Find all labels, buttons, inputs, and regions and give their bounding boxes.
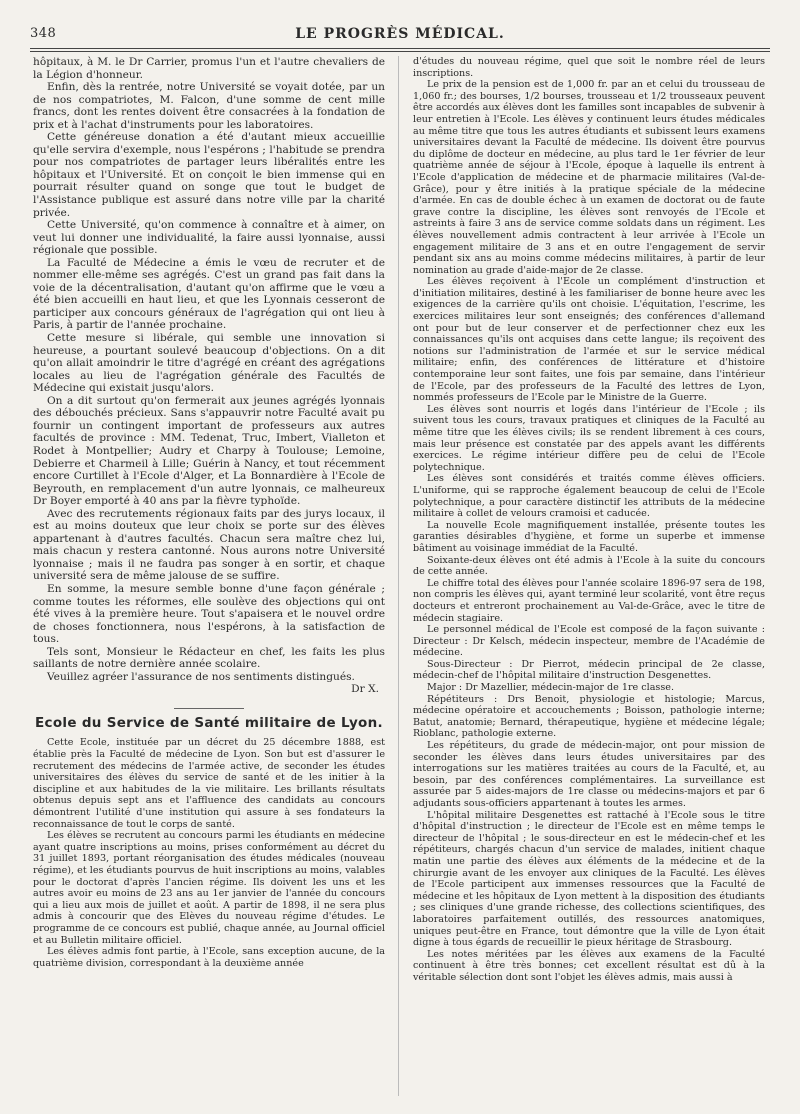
section-separator [174,708,244,709]
paragraph: Les élèves sont considérés et traités comme élèves officiers. L'uniforme, qui se rapproche également beaucoup de celui de l'Ecole polytechnique, a pour caractère distinctif les attributs de la médecine militaire à collet de velours cramoisi et caducée. [413,473,765,520]
running-title: LE PROGRÈS MÉDICAL. [295,26,505,42]
paragraph: Veuillez agréer l'assurance de nos sentiments distingués. [47,670,355,683]
paragraph: Cette généreuse donation a été d'autant mieux accueillie qu'elle servira d'exemple, nous l'espérons ; l'habitude se prendra pour nos compatriotes de partager leurs libéralités entre les hôpitaux et l'Université. Et on conçoit le bien immense qui en pourrait résulter quand on songe que tout le budget de l'Assistance publique est assuré dans notre ville par la charité privée. [33,131,385,219]
paragraph: Le personnel médical de l'Ecole est composé de la façon suivante : Directeur : Dr Kelsch, médecin inspecteur, membre de l'Académie de médecine. [413,624,765,659]
column-divider [398,56,399,1096]
paragraph: Cette mesure si libérale, qui semble une innovation si heureuse, a pourtant soulevé beaucoup d'objections. On a dit qu'on allait amoindrir le titre d'agrégé en créant des agrégations locales au lieu de l'agrégation générale des Facultés de Médecine qui existait jusqu'alors. [33,332,385,395]
paragraph: La nouvelle Ecole magnifiquement installée, présente toutes les garanties désirables d'hygiène, et forme un superbe et immense bâtiment au voisinage immédiat de la Faculté. [413,519,765,554]
paragraph: Répétiteurs : Drs Benoit, physiologie et histologie; Marcus, médecine opératoire et accouchements ; Boisson, pathologie interne; Batut, anatomie; Bernard, thérapeutique, hygiène et médecine légale; Rioblanc, pathologie externe. [413,693,765,740]
paragraph: Le prix de la pension est de 1,000 fr. par an et celui du trousseau de 1,060 fr.; des bourses, 1/2 bourses, trousseau et 1/2 trousseaux peuvent être accordés aux élèves dont les familles sont incapables de subvenir à leur entretien à l'Ecole. Les élèves y continuent leurs études médicales au même titre que tous les autres étudiants et subissent leurs examens universitaires devant la Faculté de médecine. Ils doivent être pourvus du diplôme de docteur en médecine, au plus tard le 1er février de leur quatrième année de séjour à l'Ecole, époque à laquelle ils entrent à l'Ecole d'application de médecine et de pharmacie militaires (Val-de-Grâce), pour y être initiés à la pratique spéciale de la médecine d'armée. En cas de double échec à un examen de doctorat ou de faute grave contre la discipline, les élèves sont renvoyés de l'Ecole et astreints à faire 3 ans de service comme soldats dans un régiment. Les élèves nouvellement admis contractent à leur arrivée à l'Ecole un engagement militaire de 3 ans et en outre l'engagement de servir pendant six ans au moins comme médecins militaires, à partir de leur nomination au grade d'aide-major de 2e classe. [413,79,765,276]
paragraph: Les élèves admis font partie, à l'Ecole, sans exception aucune, de la quatrième division, correspondant à la deuxième année [33,946,385,969]
signature: Dr X. [351,683,379,696]
paragraph: hôpitaux, à M. le Dr Carrier, promus l'un et l'autre chevaliers de la Légion d'honneur. [33,56,385,81]
paragraph: Le chiffre total des élèves pour l'année scolaire 1896-97 sera de 198, non compris les élèves qui, ayant terminé leur scolarité, vont être reçus docteurs et entreront prochainement au Val-de-Grâce, avec le titre de médecin stagiaire. [413,577,765,624]
right-column [413,56,765,984]
paragraph: Cette Université, qu'on commence à connaître et à aimer, on veut lui donner une individualité, la faire aussi lyonnaise, aussi régionale que possible. [33,219,385,257]
paragraph: Les élèves sont nourris et logés dans l'intérieur de l'Ecole ; ils suivent tous les cours, travaux pratiques et cliniques de la Faculté au même titre que les élèves civils; ils se rendent librement à ces cours, mais leur présence est constatée par des appels avant les différents exercices. Le régime intérieur diffère peu de celui de l'Ecole polytechnique. [413,403,765,473]
paragraph: Soixante-deux élèves ont été admis à l'Ecole à la suite du concours de cette année. [413,554,765,578]
page-header [30,26,770,46]
paragraph: L'hôpital militaire Desgenettes est rattaché à l'Ecole sous le titre d'hôpital d'instruction ; le directeur de l'Ecole est en même temps le directeur de l'hôpital ; le sous-directeur en est le médecin-chef et les répétiteurs, chargés chacun d'un service de malades, initient chaque matin une partie des élèves aux éléments de la médecine et de la chirurgie avant de les envoyer aux cliniques de la Faculté. Les élèves de l'Ecole participent aux immenses ressources que la Faculté de médecine et les hôpitaux de Lyon mettent à la disposition des étudiants ; ses cliniques d'une grande richesse, des collections scientifiques, des laboratoires parfaitement outillés, des ressources anatomiques, uniques peut-être en France, tout démontre que la ville de Lyon était digne à tous égards de recueillir le pieux héritage de Strasbourg. [413,809,765,949]
paragraph: Enfin, dès la rentrée, notre Université se voyait dotée, par un de nos compatriotes, M. Falcon, d'une somme de cent mille francs, dont les rentes doivent être consacrées à la fondation de prix et à l'achat d'instruments pour les laboratoires. [33,81,385,131]
paragraph: Les élèves se recrutent au concours parmi les étudiants en médecine ayant quatre inscriptions au moins, prises conformément au décret du 31 juillet 1893, portant réorganisation des études médicales (nouveau régime), et les étudiants pourvus de huit inscriptions au moins, valables pour le doctorat d'après l'ancien régime. Ils doivent les uns et les autres avoir eu moins de 23 ans au 1er janvier de l'année du concours qui a lieu aux mois de juillet et août. A partir de 1898, il ne sera plus admis à concourir que des Elèves du nouveau régime d'études. Le programme de ce concours est publié, chaque année, au Journal officiel et au Bulletin militaire officiel. [33,830,385,946]
page-number: 348 [30,26,57,41]
paragraph: Les notes méritées par les élèves aux examens de la Faculté continuent à être très bonnes; cet excellent résultat est dû à la véritable sélection dont sont l'objet les élèves admis, mais aussi à [413,948,765,983]
paragraph: La Faculté de Médecine a émis le vœu de recruter et de nommer elle-même ses agrégés. C'est un grand pas fait dans la voie de la décentralisation, d'autant qu'on affirme que le vœu a été bien accueilli en haut lieu, et que les Lyonnais cesseront de participer aux concours généraux de l'agrégation qui ont lieu à Paris, à partir de l'année prochaine. [33,256,385,332]
paragraph: Tels sont, Monsieur le Rédacteur en chef, les faits les plus saillants de notre dernière année scolaire. [33,645,385,671]
header-rule [30,48,770,52]
paragraph: Avec des recrutements régionaux faits par des jurys locaux, il est au moins douteux que leur choix se porte sur des élèves appartenant à d'autres facultés. Chacun sera maître chez lui, mais chacun y restera cantonné. Nous aurons notre Université lyonnaise ; mais il ne faudra pas songer à en sortir, et chaque université sera de même jalouse de se suffire. [33,507,385,583]
paragraph: Les répétiteurs, du grade de médecin-major, ont pour mission de seconder les élèves dans leurs études universitaires par des interrogations sur les matières traitées au cours de la Faculté, et, au besoin, par des conférences complémentaires. La surveillance est assurée par 5 aides-majors de 1re classe ou médecins-majors et par 6 adjudants sous-officiers appartenant à toutes les armes. [413,740,765,809]
paragraph: On a dit surtout qu'on fermerait aux jeunes agrégés lyonnais des débouchés précieux. Sans s'appauvrir notre Faculté avait pu fournir un contingent important de professeurs aux autres facultés de province : MM. Tedenat, Truc, Imbert, Vialleton et Rodet à Montpellier; Audry et Charpy à Toulouse; Lemoine, Debierre et Charmeil à Lille; Guérin à Nancy, et tout récemment encore Curtillet à l'Ecole d'Alger, et La Bonnardière à l'Ecole de Beyrouth, en remplacement d'un autre lyonnais, ce malheureux Dr Boyer emporté à 40 ans par la fièvre typhoïde. [33,394,385,508]
paragraph: d'études du nouveau régime, quel que soit le nombre réel de leurs inscriptions. [413,56,765,79]
paragraph: Major : Dr Mazellier, médecin-major de 1re classe. [427,682,675,694]
paragraph: Les élèves reçoivent à l'Ecole un complément d'instruction et d'initiation militaires, destiné à les familiariser de bonne heure avec les exigences de la carrière qu'ils ont choisie. L'équitation, l'escrime, les exercices militaires leur sont enseignés; des conférences d'allemand ont pour but de leur conserver et de perfectionner chez eux les connaissances qu'ils ont acquises dans cette langue; ils reçoivent des notions sur l'administration de l'armée et sur le service médical militaire; enfin, des conférences de littérature et d'histoire contemporaine leur sont faites, une fois par semaine, dans l'intérieur de l'Ecole, par des professeurs de la Faculté des lettres de Lyon, nommés professeurs de l'Ecole par le Ministre de la Guerre. [413,276,765,404]
paragraph: En somme, la mesure semble bonne d'une façon générale ; comme toutes les réformes, elle soulève des objections qui ont été vives à la première heure. Tout s'apaisera et le nouvel ordre de choses fonctionnera, nous l'espérons, à la satisfaction de tous. [33,582,385,646]
section-title: Ecole du Service de Santé militaire de Lyon. [35,714,383,731]
left-column [33,56,385,969]
paragraph: Sous-Directeur : Dr Pierrot, médecin principal de 2e classe, médecin-chef de l'hôpital militaire d'instruction Desgenettes. [413,658,765,682]
paragraph: Cette Ecole, instituée par un décret du 25 décembre 1888, est établie près la Faculté de médecine de Lyon. Son but est d'assurer le recrutement des médecins de l'armée active, de seconder les études universitaires des élèves du service de santé et de les initier à la discipline et aux habitudes de la vie militaire. Les brillants résultats obtenus depuis sept ans et l'affluence des candidats au concours démontrent l'utilité d'une institution qui assure à ses fondateurs la reconnaissance de tout le corps de santé. [33,737,385,830]
